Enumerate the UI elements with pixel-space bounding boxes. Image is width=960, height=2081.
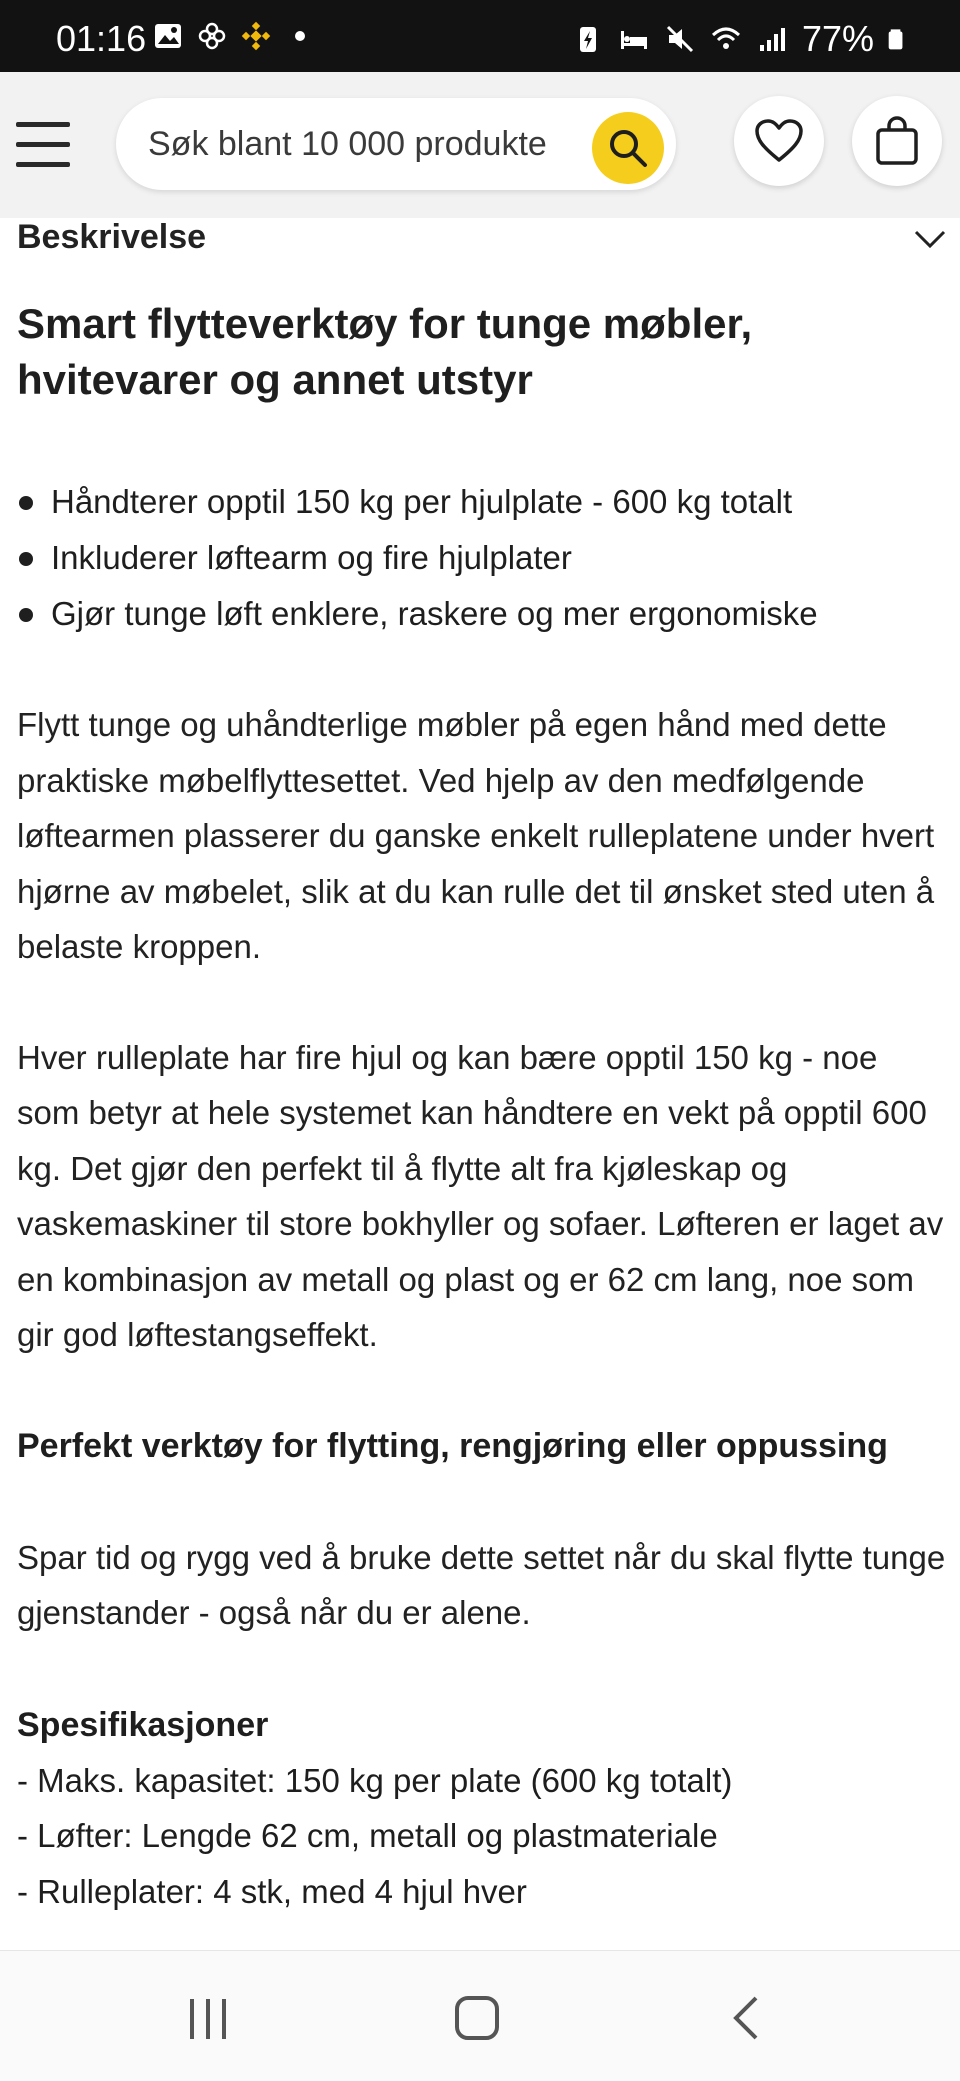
list-item: Inkluderer løftearm og fire hjulplater bbox=[17, 530, 947, 586]
menu-line bbox=[16, 142, 70, 147]
description-paragraph: Spar tid og rygg ved å bruke dette settet når du skal flytte tunge gjenstander - også når du er alene. bbox=[17, 1538, 946, 1631]
binance-icon bbox=[240, 20, 272, 52]
spec-line: - Rulleplater: 4 stk, med 4 hjul hver bbox=[17, 1872, 527, 1910]
mute-icon bbox=[664, 23, 696, 55]
section-subheading: Perfekt verktøy for flytting, rengjøring eller oppussing bbox=[17, 1426, 888, 1465]
feature-list bbox=[17, 474, 947, 642]
menu-line bbox=[16, 162, 70, 167]
spec-heading: Spesifikasjoner bbox=[17, 1705, 269, 1744]
description-accordion-header[interactable] bbox=[17, 218, 947, 268]
android-nav-bar bbox=[0, 1950, 960, 2081]
accordion-title: Beskrivelse bbox=[17, 218, 207, 256]
back-icon[interactable] bbox=[730, 1995, 760, 2041]
search-button[interactable] bbox=[592, 112, 664, 184]
list-item: Gjør tunge løft enklere, raskere og mer ergonomiske bbox=[17, 586, 947, 642]
search-input[interactable] bbox=[146, 120, 550, 168]
spec-line: - Maks. kapasitet: 150 kg per plate (600 kg totalt) bbox=[17, 1761, 733, 1799]
battery-percent: 77% bbox=[801, 18, 874, 59]
sleep-icon bbox=[618, 23, 650, 55]
description-paragraph: Hver rulleplate har fire hjul og kan bære opptil 150 kg - noe som betyr at hele systemet kan håndtere en vekt på opptil 600 kg. Det gjør den perfekt til å flytte alt fra kjøleskap og vaskemaskiner til store bokhyller og sofaer. Løfteren er laget av en kombinasjon av metall og plast og er 62 cm lang, noe som gir god løftestangseffekt. bbox=[17, 1038, 944, 1353]
chevron-down-icon[interactable] bbox=[913, 228, 947, 250]
spec-line: - Løfter: Lengde 62 cm, metall og plastmateriale bbox=[17, 1817, 718, 1854]
description-heading: Smart flytteverktøy for tunge møbler, hvitevarer og annet utstyr bbox=[17, 300, 753, 403]
wifi-icon bbox=[710, 23, 742, 55]
battery-saver-icon bbox=[572, 23, 604, 55]
recent-apps-icon[interactable] bbox=[186, 1997, 230, 2041]
description-paragraph: Flytt tunge og uhåndterlige møbler på egen hånd med dette praktiske møbelflyttesettet. Ved hjelp av den medfølgende løftearmen plasserer du ganske enkelt rulleplatene under hvert hjørne av møbelet, slik at du kan rulle det til ønsket sted uten å belaste kroppen. bbox=[17, 706, 935, 965]
heart-icon bbox=[754, 118, 804, 164]
gallery-icon bbox=[152, 20, 184, 52]
status-left-icons bbox=[152, 20, 316, 52]
hamburger-menu-button[interactable] bbox=[16, 122, 72, 168]
signal-icon bbox=[756, 23, 788, 55]
cart-button[interactable] bbox=[852, 96, 942, 186]
home-icon[interactable] bbox=[454, 1995, 500, 2041]
fan-icon bbox=[196, 20, 228, 52]
status-time: 01:16 bbox=[56, 18, 147, 59]
wishlist-button[interactable] bbox=[734, 96, 824, 186]
status-right bbox=[572, 18, 910, 60]
search-bar bbox=[116, 98, 676, 190]
menu-line bbox=[16, 122, 70, 127]
dot-icon bbox=[284, 20, 316, 52]
battery-icon bbox=[888, 23, 910, 55]
shopping-bag-icon bbox=[874, 116, 920, 166]
product-description bbox=[17, 218, 947, 1919]
search-icon bbox=[606, 126, 650, 170]
site-header bbox=[0, 72, 960, 218]
list-item: Håndterer opptil 150 kg per hjulplate - 600 kg totalt bbox=[17, 474, 947, 530]
status-bar bbox=[0, 0, 960, 72]
